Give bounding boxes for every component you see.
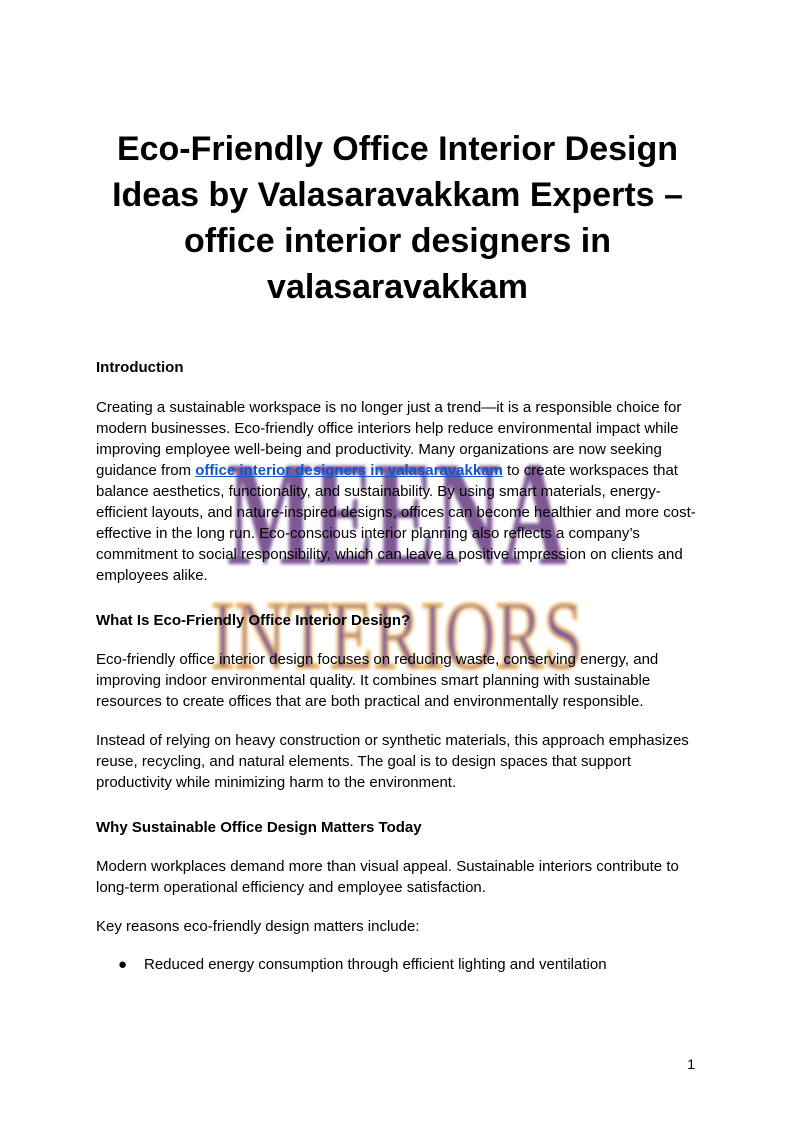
why-paragraph-2: Key reasons eco-friendly design matters include: xyxy=(96,918,420,935)
why-paragraph-1: Modern workplaces demand more than visual appeal. Sustainable interiors contribute to long-term operational efficiency and employee satisfaction. xyxy=(96,858,679,896)
what-is-paragraph-2: Instead of relying on heavy construction or synthetic materials, this approach emphasizes reuse, recycling, and natural elements. The goal is to design spaces that support productivity while minimizing harm to the environment. xyxy=(96,732,689,791)
document-title xyxy=(70,126,725,310)
watermark-bottom-text: INTERIORS xyxy=(211,582,583,682)
introduction-heading: Introduction xyxy=(96,359,184,376)
bullet-icon: ● xyxy=(118,956,128,973)
key-reasons-list xyxy=(96,954,706,975)
title-line-1: Eco-Friendly Office Interior Design xyxy=(116,130,679,168)
list-item-text: Reduced energy consumption through efficient lighting and ventilation xyxy=(144,956,607,973)
office-interior-designers-link[interactable]: office interior designers in valasaravakkam xyxy=(195,462,503,479)
intro-text-before-link: Creating a sustainable workspace is no longer just a trend—it is a responsible choice for modern businesses. Eco-friendly office interiors help reduce environmental impact while improving employee well-being and productivity. Many organizations are now seeking guidance from xyxy=(96,399,682,479)
title-line-4: valasaravakkam xyxy=(267,268,528,306)
why-sustainable-heading: Why Sustainable Office Design Matters Today xyxy=(96,819,422,836)
title-line-2: Ideas by Valasaravakkam Experts – xyxy=(112,176,683,214)
document-body xyxy=(96,357,706,975)
what-is-paragraph-1: Eco-friendly office interior design focuses on reducing waste, conserving energy, and improving indoor environmental quality. It combines smart planning with sustainable resources to create offices that are both practical and environmentally responsible. xyxy=(96,651,659,710)
title-line-3: office interior designers in xyxy=(184,222,611,260)
introduction-paragraph xyxy=(96,397,706,586)
watermark-top-text: MEENA xyxy=(227,436,567,597)
list-item xyxy=(96,954,706,975)
page-number: 1 xyxy=(687,1056,695,1072)
what-is-eco-friendly-heading: What Is Eco-Friendly Office Interior Design? xyxy=(96,612,411,629)
intro-text-after-link: to create workspaces that balance aesthetics, functionality, and sustainability. By using smart materials, energy-efficient layouts, and nature-inspired designs, offices can become healthier and more cost-effective in the long run. Eco-conscious interior planning also reflects a company’s commitment to social responsibility, which can leave a positive impression on clients and employees alike. xyxy=(96,462,696,584)
